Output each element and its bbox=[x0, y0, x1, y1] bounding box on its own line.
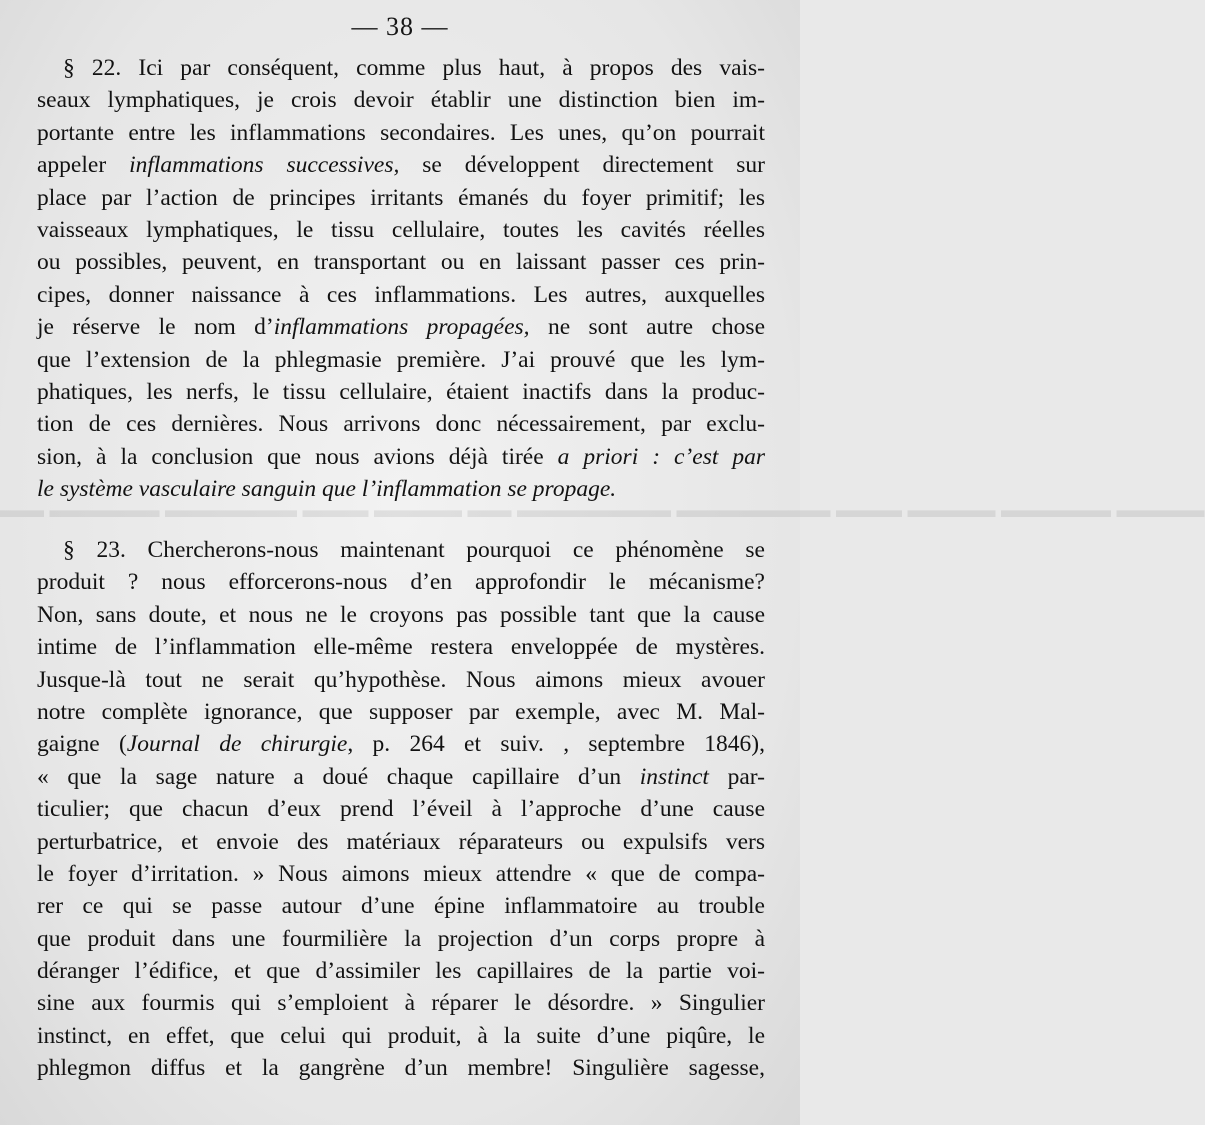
page-number: — 38 — bbox=[351, 12, 449, 41]
text-line bbox=[37, 311, 765, 343]
text-line: Jusque-là tout ne serait qu’hypothèse. Nous aimons mieux avouer bbox=[37, 666, 765, 693]
text-span: se développent directement sur bbox=[399, 152, 766, 179]
paragraph-22 bbox=[37, 52, 765, 505]
italic-term: inflammations propagées, bbox=[273, 314, 530, 341]
text-line: que l’extension de la phlegmasie première. J’ai prouvé que les lym- bbox=[37, 346, 765, 373]
text-line: phlegmon diffus et la gangrène d’un membre! Singulière sagesse, bbox=[37, 1055, 765, 1082]
text-span: « que la sage nature a doué chaque capillaire d’un bbox=[37, 763, 640, 790]
italic-citation: Journal de chirurgie bbox=[126, 731, 348, 758]
text-span: je réserve le nom d’ bbox=[37, 314, 274, 341]
text-line: phatiques, les nerfs, le tissu cellulaire, étaient inactifs dans la produc- bbox=[37, 378, 765, 405]
text-span: appeler bbox=[37, 152, 130, 179]
text-line: seaux lymphatiques, je crois devoir établir une distinction bien im- bbox=[37, 87, 765, 114]
text-line: le foyer d’irritation. » Nous aimons mieux attendre « que de compa- bbox=[37, 860, 765, 887]
italic-phrase: a priori : c’est par bbox=[557, 443, 765, 470]
text-line-italic: le système vasculaire sanguin que l’inflammation se propage. bbox=[37, 476, 617, 503]
text-line: portante entre les inflammations secondaires. Les unes, qu’on pourrait bbox=[37, 119, 765, 146]
italic-term: instinct bbox=[639, 763, 709, 790]
text-line: que produit dans une fourmilière la projection d’un corps propre à bbox=[37, 925, 765, 952]
text-span: par- bbox=[708, 763, 765, 790]
paragraph-23 bbox=[37, 534, 765, 1085]
text-line: § 22. Ici par conséquent, comme plus haut, à propos des vais- bbox=[63, 55, 765, 81]
text-line: intime de l’inflammation elle-même restera enveloppée de mystères. bbox=[37, 634, 765, 661]
text-line: rer ce qui se passe autour d’une épine inflammatoire au trouble bbox=[37, 893, 765, 920]
text-line: place par l’action de principes irritants émanés du foyer primitif; les bbox=[37, 184, 765, 211]
text-span: sion, à la conclusion que nous avions déjà tirée bbox=[37, 443, 558, 470]
text-line bbox=[37, 149, 765, 181]
text-line: Non, sans doute, et nous ne le croyons pas possible tant que la cause bbox=[37, 601, 765, 628]
text-line bbox=[37, 761, 765, 793]
text-line: notre complète ignorance, que supposer par exemple, avec M. Mal- bbox=[37, 698, 765, 725]
italic-term: inflammations successives, bbox=[129, 152, 400, 179]
text-line: § 23. Chercherons-nous maintenant pourquoi ce phénomène se bbox=[63, 537, 765, 563]
text-span: , p. 264 et suiv. , septembre 1846), bbox=[347, 731, 765, 758]
text-line bbox=[37, 441, 765, 473]
text-line: tion de ces dernières. Nous arrivons donc nécessairement, par exclu- bbox=[37, 411, 765, 438]
text-line: vaisseaux lymphatiques, le tissu cellulaire, toutes les cavités réelles bbox=[37, 216, 765, 243]
text-line: déranger l’édifice, et que d’assimiler les capillaires de la partie voi- bbox=[37, 958, 765, 985]
text-line: sine aux fourmis qui s’emploient à réparer le désordre. » Singulier bbox=[37, 990, 765, 1017]
text-line: ou possibles, peuvent, en transportant ou en laissant passer ces prin- bbox=[37, 249, 765, 276]
show-through-text: ▬▬▬▬ ▬▬▬▬▬ ▬▬▬▬ ▬▬▬ ▬▬▬▬▬▬▬ ▬▬▬▬▬▬▬ ▬▬ ▬▬▬▬ ▬▬▬ ▬▬▬▬▬▬ ▬▬▬▬▬ ▬▬ bbox=[0, 497, 1205, 522]
text-span: gaigne ( bbox=[37, 731, 127, 758]
text-line: perturbatrice, et envoie des matériaux réparateurs ou expulsifs vers bbox=[37, 828, 765, 855]
text-line bbox=[37, 728, 765, 760]
text-line: ticulier; que chacun d’eux prend l’éveil à l’approche d’une cause bbox=[37, 796, 765, 823]
text-line: produit ? nous efforcerons-nous d’en approfondir le mécanisme? bbox=[37, 569, 765, 596]
text-line: cipes, donner naissance à ces inflammations. Les autres, auxquelles bbox=[37, 281, 765, 308]
text-line: instinct, en effet, que celui qui produit, à la suite d’une piqûre, le bbox=[37, 1022, 765, 1049]
text-span: ne sont autre chose bbox=[529, 314, 765, 341]
